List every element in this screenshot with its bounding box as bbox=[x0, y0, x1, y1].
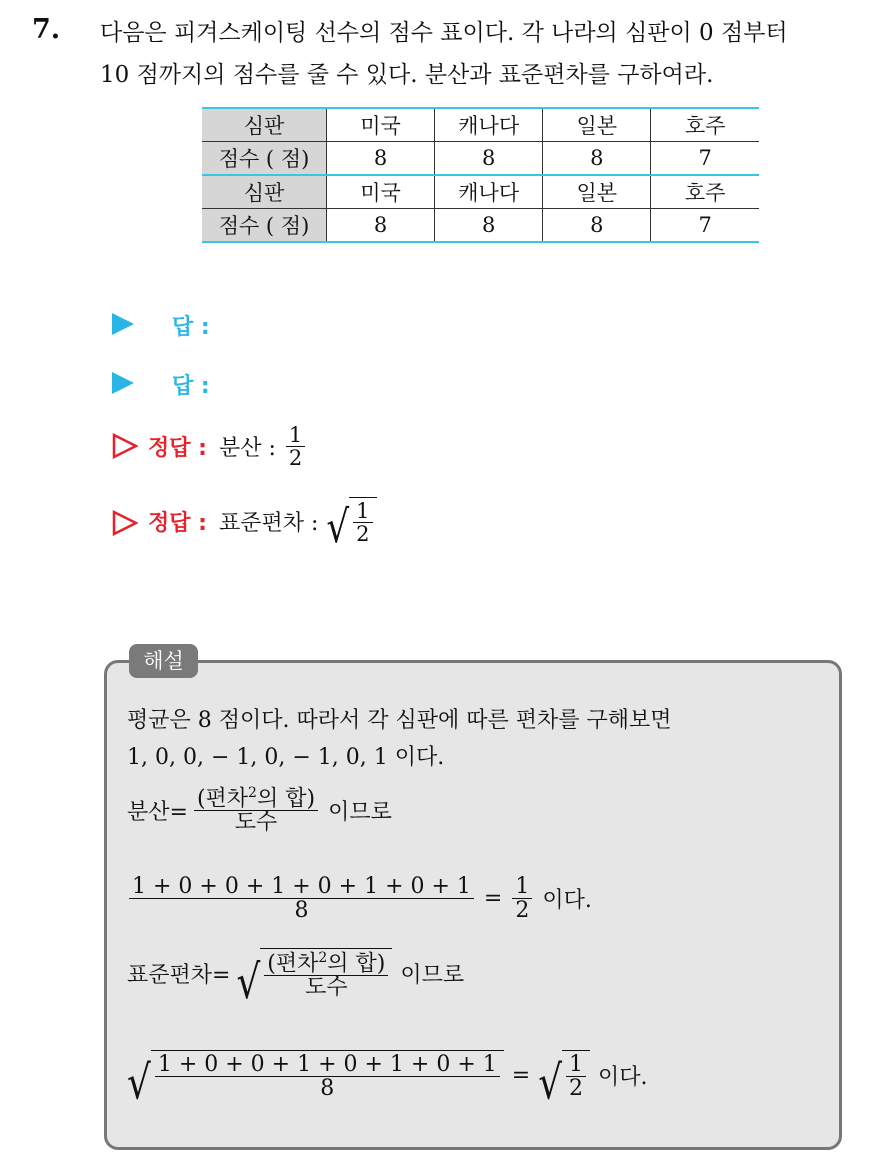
table-cell: 일본 bbox=[543, 108, 651, 142]
correct-answer-std bbox=[148, 497, 377, 554]
numerator: 1 bbox=[566, 1053, 586, 1077]
question-text-line2: 10 점까지의 점수를 줄 수 있다. 분산과 표준편차를 구하여라. bbox=[100, 62, 714, 88]
triangle-outline-icon bbox=[112, 510, 138, 536]
std-def-fraction bbox=[264, 951, 388, 1000]
correct-label: 정답 : bbox=[148, 510, 207, 536]
table-cell: 8 bbox=[543, 209, 651, 243]
table-cell: 7 bbox=[698, 146, 712, 170]
denominator: 8 bbox=[320, 1076, 335, 1102]
solution-line1: 평균은 8 점이다. 따라서 각 심판에 따른 편차를 구해보면 bbox=[127, 708, 672, 733]
solution-line2: 1, 0, 0, − 1, 0, − 1, 0, 1 이다. bbox=[127, 745, 445, 770]
denominator: 도수 bbox=[234, 810, 278, 836]
table-cell: 미국 bbox=[327, 108, 435, 142]
numerator: 1 bbox=[286, 424, 305, 447]
table-cell: 점수 ( 점) bbox=[202, 142, 327, 176]
ida-text: 이다. bbox=[598, 1064, 648, 1090]
table-cell: 캐나다 bbox=[435, 108, 543, 142]
triangle-outline-icon bbox=[112, 433, 138, 459]
std-word: 표준편차= bbox=[127, 963, 231, 989]
answer-label-2: 답 : bbox=[172, 374, 210, 399]
numerator: (편차$^2$의 합) bbox=[264, 951, 388, 976]
correct-answer-variance bbox=[148, 424, 307, 469]
result-fraction bbox=[512, 875, 532, 922]
result-sqrt: √ $\frac{1}{2}$ bbox=[538, 1050, 590, 1100]
std-calc-fraction bbox=[155, 1053, 500, 1100]
denominator: 2 bbox=[569, 1076, 584, 1102]
std-label: 표준편차 : bbox=[218, 510, 319, 536]
std-calc-sqrt: √ $\frac{1 + 0 + 0 + 1 + 0 + 1 + 0 + 1}{8}$ bbox=[127, 1050, 504, 1100]
table-cell: 캐나다 bbox=[435, 175, 543, 209]
variance-fraction bbox=[286, 424, 305, 469]
solution-tag: 해설 bbox=[129, 644, 198, 678]
imeuro-text: 이므로 bbox=[400, 963, 465, 989]
table-cell: 일본 bbox=[543, 175, 651, 209]
denominator: 2 bbox=[515, 898, 530, 924]
table-cell: 8 bbox=[435, 142, 543, 176]
result-fraction bbox=[566, 1053, 586, 1100]
answer-row-2 bbox=[112, 372, 134, 394]
numerator: 1 + 0 + 0 + 1 + 0 + 1 + 0 + 1 bbox=[155, 1053, 500, 1077]
table-cell: 호주 bbox=[684, 181, 726, 205]
std-fraction bbox=[353, 500, 372, 545]
table-row bbox=[202, 209, 759, 243]
ida-text: 이다. bbox=[542, 888, 592, 914]
variance-formula bbox=[127, 786, 392, 835]
table-cell: 호주 bbox=[684, 114, 726, 138]
table-row bbox=[202, 142, 759, 176]
table-cell: 심판 bbox=[202, 108, 327, 142]
equals-sign: = bbox=[511, 1062, 531, 1088]
variance-word: 분산= bbox=[127, 799, 188, 825]
equals-sign: = bbox=[483, 886, 503, 912]
table-cell: 미국 bbox=[327, 175, 435, 209]
variance-calc bbox=[127, 875, 592, 922]
table-cell: 8 bbox=[543, 142, 651, 176]
numerator: (편차$^2$의 합) bbox=[194, 786, 318, 811]
std-def-sqrt: √ $\frac{(편차^2의 합)}{\text{도수}}$ bbox=[236, 948, 392, 1000]
variance-def-fraction bbox=[194, 786, 318, 835]
table-row bbox=[202, 175, 759, 209]
table-cell: 7 bbox=[698, 213, 712, 237]
table-cell: 심판 bbox=[202, 175, 327, 209]
table-cell: 8 bbox=[435, 209, 543, 243]
denominator: 8 bbox=[294, 898, 309, 924]
imeuro-text: 이므로 bbox=[328, 799, 392, 825]
answer-row-1 bbox=[112, 313, 134, 335]
std-formula bbox=[127, 948, 465, 1010]
triangle-filled-icon bbox=[112, 372, 134, 394]
table-cell: 8 bbox=[327, 142, 435, 176]
denominator: 도수 bbox=[305, 975, 348, 1001]
triangle-filled-icon bbox=[112, 313, 134, 335]
correct-label: 정답 : bbox=[148, 436, 207, 462]
variance-calc-fraction bbox=[129, 875, 474, 922]
std-sqrt: √ $\frac{1}{2}$ bbox=[326, 497, 376, 545]
denominator: 2 bbox=[356, 522, 370, 547]
std-calc bbox=[127, 1050, 648, 1110]
score-table bbox=[202, 107, 759, 243]
denominator: 2 bbox=[288, 446, 303, 471]
question-number: 7. bbox=[32, 14, 61, 45]
numerator: 1 + 0 + 0 + 1 + 0 + 1 + 0 + 1 bbox=[129, 875, 474, 899]
table-cell: 8 bbox=[327, 209, 435, 243]
table-row bbox=[202, 108, 759, 142]
numerator: 1 bbox=[353, 500, 372, 523]
variance-label: 분산 : bbox=[218, 436, 276, 462]
question-text-line1: 다음은 피겨스케이팅 선수의 점수 표이다. 각 나라의 심판이 0 점부터 bbox=[100, 20, 788, 46]
numerator: 1 bbox=[512, 875, 532, 899]
answer-label-1: 답 : bbox=[172, 315, 210, 340]
table-cell: 점수 ( 점) bbox=[202, 209, 327, 243]
